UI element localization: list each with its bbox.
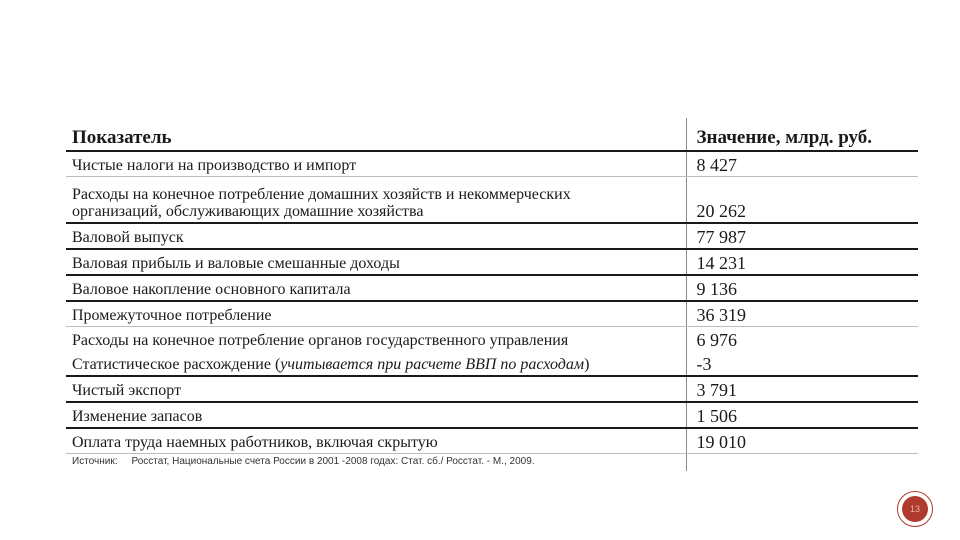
row-label-italic: учитывается при расчете ВВП по расходам: [280, 356, 585, 374]
source-row: [66, 454, 918, 472]
page-number-badge: [897, 491, 933, 527]
row-value: 9 136: [686, 275, 918, 301]
table-header-row: [66, 118, 918, 151]
row-label: Изменение запасов: [66, 402, 686, 428]
row-value: 20 262: [686, 177, 918, 224]
row-value: 14 231: [686, 249, 918, 275]
header-indicator: Показатель: [66, 118, 686, 151]
row-label-suffix: ): [584, 356, 590, 374]
table-row: [66, 351, 918, 376]
row-label: Оплата труда наемных работников, включая скрытую: [66, 428, 686, 454]
table-row: [66, 151, 918, 177]
table-row: [66, 327, 918, 352]
source-label: Источник:: [72, 456, 118, 467]
row-label: Расходы на конечное потребление органов государственного управления: [72, 332, 569, 350]
table-row: [66, 301, 918, 327]
table-row: [66, 428, 918, 454]
row-value: 6 976: [686, 327, 918, 352]
indicators-table: [66, 118, 918, 471]
row-label: [66, 351, 686, 376]
table-row: [66, 275, 918, 301]
header-value: Значение, млрд. руб.: [686, 118, 918, 151]
row-value: 77 987: [686, 223, 918, 249]
row-label: Промежуточное потребление: [66, 301, 686, 327]
row-label: Валовой выпуск: [66, 223, 686, 249]
row-value: 1 506: [686, 402, 918, 428]
row-label-line2: организаций, обслуживающих домашние хозяйства: [72, 203, 424, 221]
table-row: [66, 177, 918, 224]
page-number: 13: [902, 496, 928, 522]
data-table-container: [66, 118, 918, 467]
row-value: -3: [686, 351, 918, 376]
row-label: Чистый экспорт: [66, 376, 686, 402]
source-empty-cell: [686, 454, 918, 472]
table-row: [66, 402, 918, 428]
table-row: [66, 223, 918, 249]
row-value: 19 010: [686, 428, 918, 454]
table-row: [66, 249, 918, 275]
row-value: 36 319: [686, 301, 918, 327]
source-note: [66, 454, 686, 472]
row-label: Валовая прибыль и валовые смешанные доходы: [66, 249, 686, 275]
row-label: [66, 177, 686, 224]
source-text: Росстат, Национальные счета России в 2001 -2008 годах: Стат. сб./ Росстат. - М., 2009.: [131, 456, 535, 467]
row-label-prefix: Статистическое расхождение (: [72, 356, 281, 374]
row-value: 3 791: [686, 376, 918, 402]
row-label-line1: Расходы на конечное потребление домашних хозяйств и некоммерческих: [72, 186, 571, 204]
table-row: [66, 376, 918, 402]
row-value: 8 427: [686, 151, 918, 177]
row-label: Валовое накопление основного капитала: [66, 275, 686, 301]
row-label: Чистые налоги на производство и импорт: [66, 151, 686, 177]
